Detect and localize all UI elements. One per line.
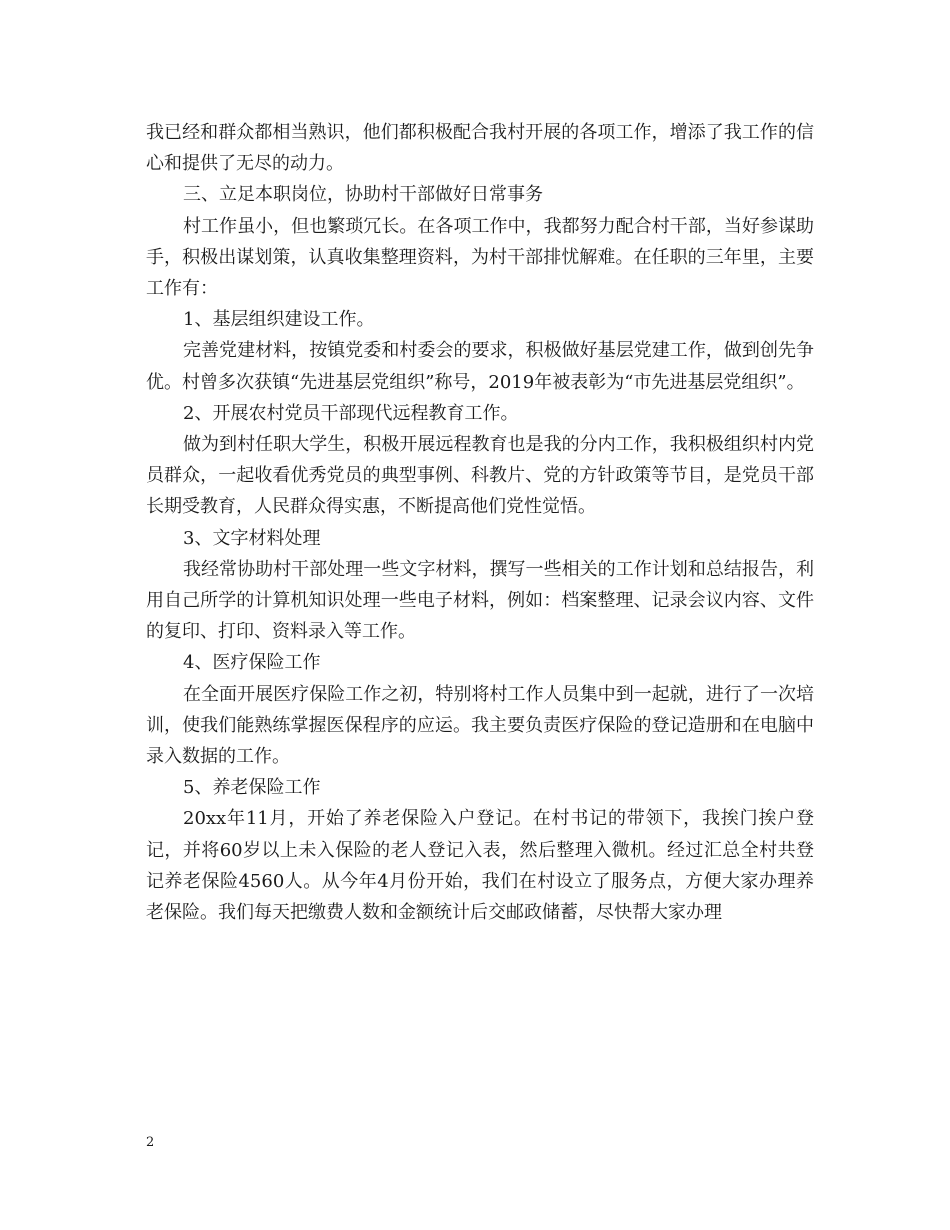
paragraph-item-4: 在全面开展医疗保险工作之初，特别将村工作人员集中到一起就，进行了一次培训，使我们能熟练掌握医保程序的应运。我主要负责医疗保险的登记造册和在电脑中录入数据的工作。 — [146, 683, 814, 768]
item-heading-5: 5、养老保险工作 — [183, 777, 321, 799]
item-heading-3: 3、文字材料处理 — [183, 527, 321, 549]
paragraph-item-3: 我经常协助村干部处理一些文字材料，撰写一些相关的工作计划和总结报告，利用自己所学的计算机知识处理一些电子材料，例如：档案整理、记录会议内容、文件的复印、打印、资料录入等工作。 — [146, 558, 814, 643]
section-heading-3: 三、立足本职岗位，协助村干部做好日常事务 — [183, 184, 543, 206]
item-heading-1: 1、基层组织建设工作。 — [183, 309, 375, 331]
paragraph-intro: 村工作虽小，但也繁琐冗长。在各项工作中，我都努力配合村干部，当好参谋助手，积极出谋划策，认真收集整理资料，为村干部排忧解难。在任职的三年里，主要工作有： — [146, 215, 814, 300]
paragraph-item-2: 做为到村任职大学生，积极开展远程教育也是我的分内工作，我积极组织村内党员群众，一起收看优秀党员的典型事例、科教片、党的方针政策等节目，是党员干部长期受教育，人民群众得实惠，不断提高他们党性觉悟。 — [146, 434, 814, 518]
paragraph-item-5: 20xx年11月，开始了养老保险入户登记。在村书记的带领下，我挨门挨户登记，并将60岁以上未入保险的老人登记入表，然后整理入微机。经过汇总全村共登记养老保险4560人。从今年4月份开始，我们在村设立了服务点，方便大家办理养老保险。我们每天把缴费人数和金额统计后交邮政储蓄，尽快帮大家办理 — [146, 808, 814, 924]
paragraph-continuation: 我已经和群众都相当熟识，他们都积极配合我村开展的各项工作，增添了我工作的信心和提供了无尽的动力。 — [146, 122, 814, 175]
paragraph-item-1: 完善党建材料，按镇党委和村委会的要求，积极做好基层党建工作，做到创先争优。村曾多次获镇“先进基层党组织”称号，2019年被表彰为“市先进基层党组织”。 — [146, 340, 814, 393]
item-heading-2: 2、开展农村党员干部现代远程教育工作。 — [183, 402, 519, 424]
item-heading-4: 4、医疗保险工作 — [183, 652, 321, 674]
document-body — [146, 117, 814, 928]
page-number: 2 — [146, 1135, 155, 1150]
